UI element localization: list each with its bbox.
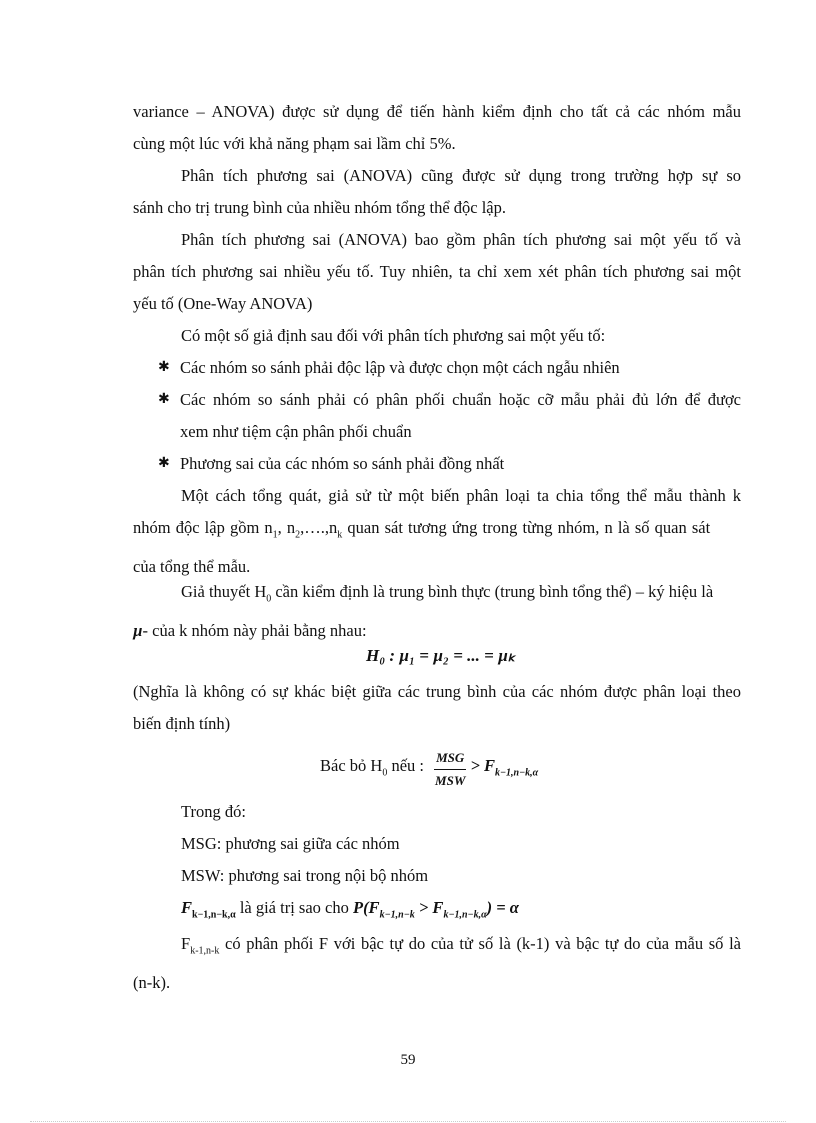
text-line: Có một số giả định sau đối với phân tích phương sai một yếu tố: — [181, 326, 606, 345]
subscript: 0 — [382, 767, 388, 779]
paragraph-anova-use — [133, 160, 741, 224]
paragraph-hypothesis — [133, 576, 741, 647]
list-item-text: Các nhóm so sánh phải độc lập và được chọn một cách ngẫu nhiên — [180, 358, 620, 377]
text-line: biến định tính) — [133, 714, 231, 733]
list-item — [158, 448, 741, 480]
fraction-numerator: MSG — [434, 748, 466, 770]
paragraph-f-distribution — [133, 928, 741, 999]
text-line — [133, 928, 741, 967]
text-line: (n-k). — [133, 973, 171, 993]
paragraph-assumptions-intro — [133, 320, 741, 352]
text-fragment: nếu : — [387, 755, 424, 775]
paragraph-general-setup — [133, 480, 741, 583]
asterisk-bullet-icon: ✱ — [158, 456, 170, 471]
text-line: Trong đó: — [181, 802, 246, 821]
equation-fragment: ) = α — [486, 898, 519, 917]
text-fragment: - của k nhóm này phải bằng nhau: — [142, 621, 367, 641]
text-fragment: > F — [470, 755, 495, 775]
rejection-rule — [320, 748, 538, 791]
text-line: sánh cho trị trung bình của nhiều nhóm tổng thể độc lập. — [133, 198, 507, 217]
text-line — [133, 512, 741, 551]
text-fragment: có phân phối F với bậc tự do của tử số là (k-1) và bậc tự do của mẫu số là — [219, 934, 741, 953]
text-line: MSG: phương sai giữa các nhóm — [181, 834, 400, 853]
equation-fragment: P(F — [352, 898, 380, 917]
equation-fragment: > F — [414, 898, 444, 917]
paragraph-anova-types — [133, 224, 741, 320]
subscript: k−1,n−k,α — [494, 767, 539, 779]
text-line — [133, 892, 741, 931]
text-fragment: quan sát tương ứng trong từng nhóm, n là số quan sát — [342, 518, 711, 537]
subscript: 0 — [266, 593, 272, 605]
asterisk-bullet-icon: ✱ — [158, 360, 170, 375]
page-number: 59 — [400, 1052, 416, 1068]
f-symbol: F — [181, 898, 193, 917]
text-line: xem như tiệm cận phân phối chuẩn — [180, 422, 412, 441]
paragraph-anova-intro — [133, 96, 741, 160]
subscript: k — [337, 529, 343, 541]
text-fragment: là giá trị sao cho — [235, 898, 353, 917]
fraction — [434, 748, 466, 791]
paragraph-definitions — [133, 796, 741, 931]
text-fragment: nhóm độc lập gồm n — [133, 518, 273, 537]
subscript: k-1,n-k — [190, 945, 220, 957]
hypothesis-equation: H₀ : µ₁ = µ₂ = ... = µₖ — [366, 646, 516, 665]
list-item-text — [180, 384, 741, 448]
subscript: k−1,n−k,α — [443, 909, 487, 921]
text-line — [133, 615, 741, 647]
text-fragment: ,….,n — [300, 518, 338, 537]
text-line: phân tích phương sai nhiều yếu tố. Tuy nhiên, ta chỉ xem xét phân tích phương sai một — [133, 262, 741, 281]
fraction-denominator: MSW — [435, 773, 466, 788]
subscript: 1 — [272, 529, 278, 541]
page-bottom-divider — [30, 1121, 786, 1122]
text-line: (Nghĩa là không có sự khác biệt giữa các trung bình của các nhóm được phân loại theo — [133, 682, 741, 701]
mu-symbol: µ — [133, 621, 143, 641]
text-line: variance – ANOVA) được sử dụng để tiến hành kiểm định cho tất cả các nhóm mẫu — [133, 102, 741, 121]
text-fragment — [320, 755, 424, 779]
text-line: yếu tố (One-Way ANOVA) — [133, 294, 313, 313]
asterisk-bullet-icon: ✱ — [158, 392, 170, 407]
text-fragment: Giả thuyết H — [181, 582, 267, 601]
subscript: 2 — [295, 529, 301, 541]
text-fragment: Bác bỏ H — [320, 755, 383, 775]
list-item — [158, 352, 741, 384]
text-line — [133, 576, 741, 615]
subscript: k−1,n−k — [379, 909, 415, 921]
text-line: Các nhóm so sánh phải có phân phối chuẩn hoặc cỡ mẫu phải đủ lớn để được — [180, 390, 741, 409]
text-fragment: cần kiểm định là trung bình thực (trung bình tổng thể) – ký hiệu là — [271, 582, 714, 601]
text-line: Phân tích phương sai (ANOVA) cũng được sử dụng trong trường hợp sự so — [181, 166, 741, 185]
text-line: Phân tích phương sai (ANOVA) bao gồm phân tích phương sai một yếu tố và — [181, 230, 741, 249]
text-line: Một cách tổng quát, giả sử từ một biến phân loại ta chia tổng thể mẫu thành k — [181, 486, 741, 505]
list-item-text: Phương sai của các nhóm so sánh phải đồng nhất — [180, 454, 505, 473]
text-fragment: , n — [277, 518, 296, 537]
text-line: của tổng thể mẫu. — [133, 557, 251, 577]
text-line: cùng một lúc với khả năng phạm sai lầm chỉ 5%. — [133, 134, 456, 153]
text-fragment: F — [181, 934, 191, 953]
text-line: MSW: phương sai trong nội bộ nhóm — [181, 866, 429, 885]
list-item — [158, 384, 741, 448]
subscript: k−1,n−k,α — [192, 909, 236, 921]
paragraph-meaning — [133, 676, 741, 740]
rejection-rhs — [470, 755, 539, 779]
